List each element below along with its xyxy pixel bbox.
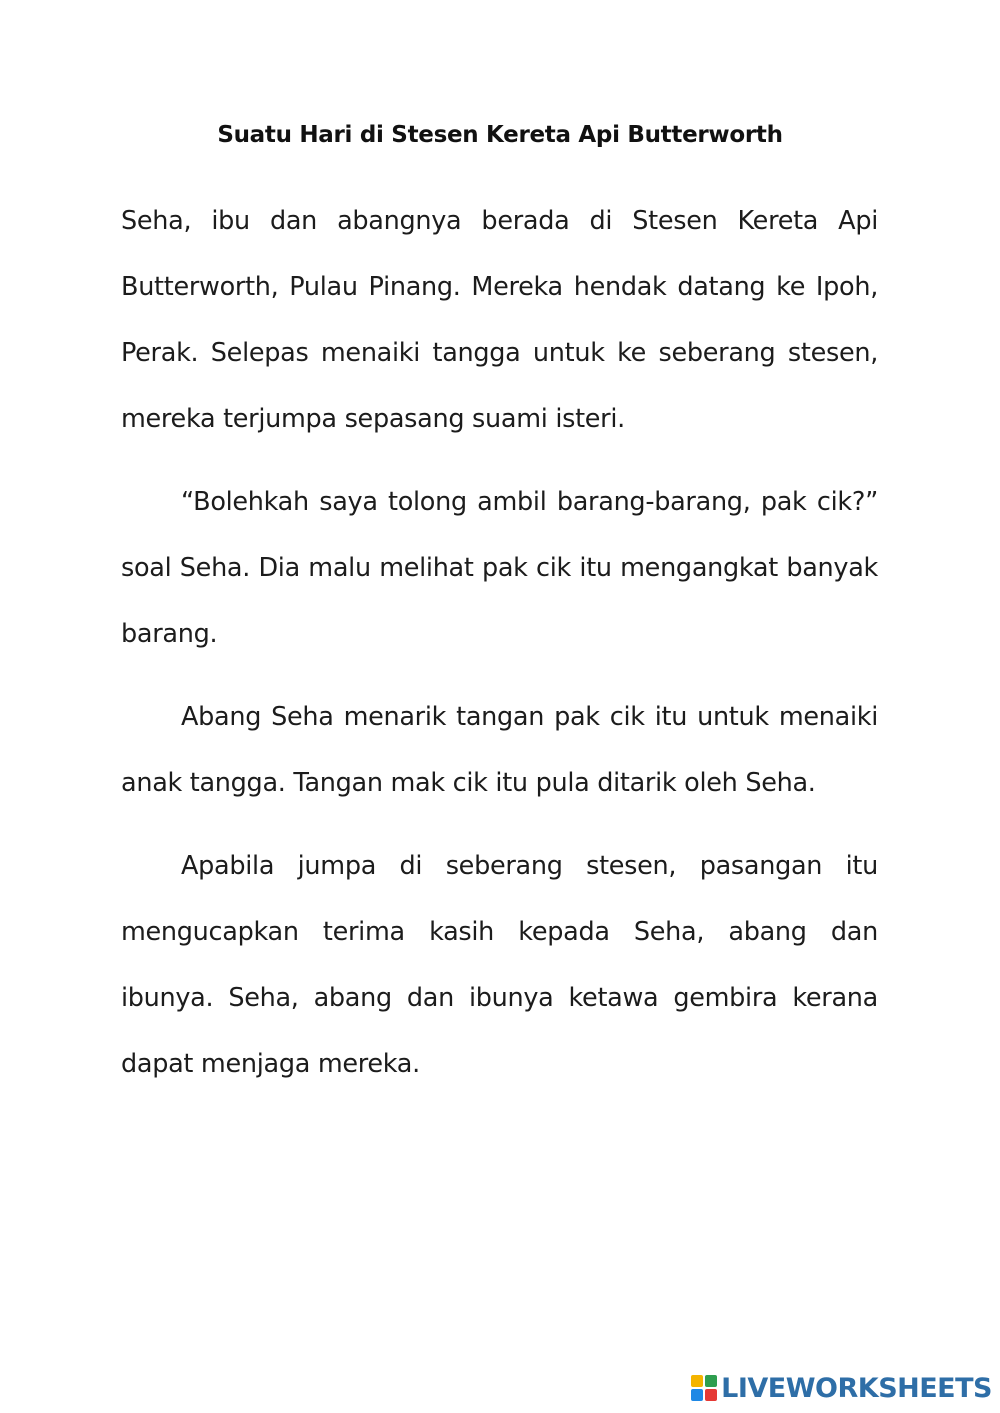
story-paragraph-4: Apabila jumpa di seberang stesen, pasangan itu mengucapkan terima kasih kepada Seha, abang dan ibunya. Seha, abang dan ibunya ketawa gembira kerana dapat menjaga mereka. (121, 851, 878, 1079)
story-paragraph-2: “Bolehkah saya tolong ambil barang-barang, pak cik?” soal Seha. Dia malu melihat pak cik itu mengangkat banyak barang. (121, 487, 878, 649)
story-paragraph-3: Abang Seha menarik tangan pak cik itu untuk menaiki anak tangga. Tangan mak cik itu pula ditarik oleh Seha. (121, 702, 878, 798)
logo-text: LIVEWORKSHEETS (721, 1372, 992, 1404)
logo-block-blue (691, 1389, 703, 1401)
logo-block-green (705, 1375, 717, 1387)
liveworksheets-logo-icon (691, 1375, 717, 1401)
logo-block-red (705, 1389, 717, 1401)
liveworksheets-logo (691, 1371, 992, 1405)
story-paragraph-1: Seha, ibu dan abangnya berada di Stesen Kereta Api Butterworth, Pulau Pinang. Mereka hendak datang ke Ipoh, Perak. Selepas menaiki tangga untuk ke seberang stesen, mereka terjumpa sepasang suami isteri. (121, 206, 878, 434)
story-body (121, 188, 878, 1114)
logo-block-yellow (691, 1375, 703, 1387)
page-title: Suatu Hari di Stesen Kereta Api Butterworth (217, 122, 783, 148)
